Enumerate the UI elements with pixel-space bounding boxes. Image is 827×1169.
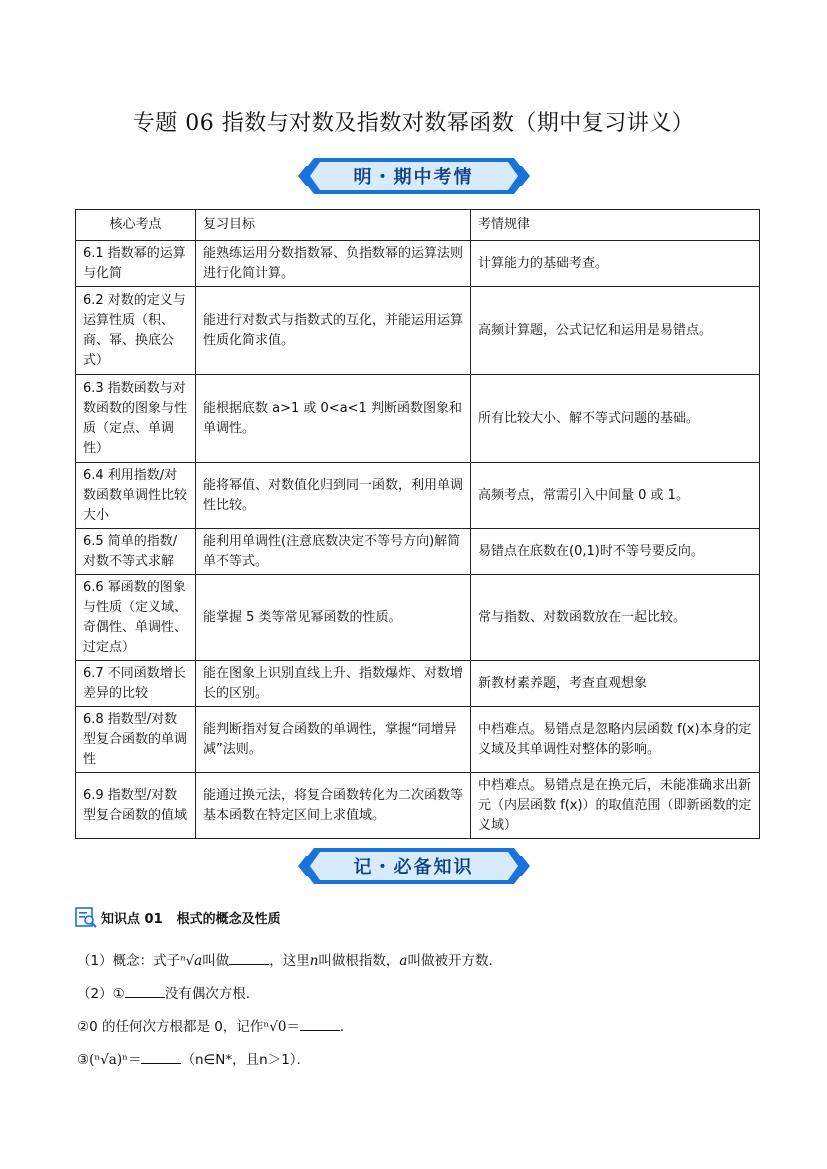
property-line-1 (77, 982, 259, 1002)
knowledge-point-heading (75, 906, 281, 928)
table-cell: 高频考点，常需引入中间量 0 或 1。 (471, 463, 760, 529)
radical-expression: ⁿ√a (180, 953, 203, 969)
header-core-point: 核心考点 (76, 210, 196, 241)
text: 叫做被开方数． (407, 953, 502, 969)
table-cell: 常与指数、对数函数放在一起比较。 (471, 575, 760, 661)
table-cell: 能利用单调性(注意底数决定不等号方向)解简单不等式。 (196, 529, 471, 575)
concept-line (77, 949, 502, 969)
banner-exam-situation (298, 154, 530, 198)
table-row (76, 529, 760, 575)
variable-n: n (309, 953, 319, 969)
banner-label: 明・期中考情 (353, 167, 474, 188)
text: 没有偶次方根． (164, 986, 260, 1002)
table-cell: 能通过换元法，将复合函数转化为二次函数等基本函数在特定区间上求值域。 (196, 773, 471, 839)
table-row (76, 463, 760, 529)
table-row (76, 773, 760, 839)
exam-table (75, 209, 760, 839)
text: （n∈N*，且n＞1）． (181, 1052, 311, 1068)
table-cell: 6.6 幂函数的图象与性质（定义域、奇偶性、单调性、过定点） (76, 575, 196, 661)
table-cell: 6.8 指数型/对数型复合函数的单调性 (76, 707, 196, 773)
banner-label: 记・必备知识 (353, 857, 474, 878)
table-cell: 能熟练运用分数指数幂、负指数幂的运算法则进行化简计算。 (196, 241, 471, 287)
table-cell: 6.4 利用指数/对数函数单调性比较大小 (76, 463, 196, 529)
table-row (76, 375, 760, 463)
table-row (76, 575, 760, 661)
table-cell: 能进行对数式与指数式的互化，并能运用运算性质化简求值。 (196, 287, 471, 375)
header-exam-pattern: 考情规律 (471, 210, 760, 241)
table-cell: 能判断指对复合函数的单调性，掌握“同增异减”法则。 (196, 707, 471, 773)
knowledge-point-number: 知识点 01 (101, 911, 163, 927)
table-cell: 易错点在底数在(0,1)时不等号要反向。 (471, 529, 760, 575)
text: （2）① (77, 986, 125, 1002)
text: 叫做 (202, 953, 230, 969)
table-cell: 6.1 指数幂的运算与化简 (76, 241, 196, 287)
knowledge-book-icon (75, 906, 97, 928)
table-row (76, 707, 760, 773)
table-cell: 所有比较大小、解不等式问题的基础。 (471, 375, 760, 463)
text: ③(ⁿ√a)ⁿ＝ (77, 1052, 142, 1068)
header-review-goal: 复习目标 (196, 210, 471, 241)
answer-blank (141, 1049, 181, 1064)
property-line-3 (77, 1048, 310, 1068)
table-row (76, 287, 760, 375)
table-cell: 中档难点。易错点是忽略内层函数 f(x)本身的定义域及其单调性对整体的影响。 (471, 707, 760, 773)
table-cell: 6.3 指数函数与对数函数的图象与性质（定点、单调性） (76, 375, 196, 463)
table-cell: 中档难点。易错点是在换元后，未能准确求出新元（内层函数 f(x)）的取值范围（即新函数的定义域） (471, 773, 760, 839)
banner-essential-knowledge (298, 844, 530, 888)
answer-blank (300, 1016, 340, 1031)
table-cell: 能将幂值、对数值化归到同一函数，利用单调性比较。 (196, 463, 471, 529)
table-cell: 计算能力的基础考查。 (471, 241, 760, 287)
answer-blank (229, 950, 269, 965)
table-cell: 能掌握 5 类等常见幂函数的性质。 (196, 575, 471, 661)
text: ，这里 (269, 953, 310, 969)
variable-a: a (399, 953, 408, 969)
knowledge-point-title: 根式的概念及性质 (176, 911, 281, 927)
table-row (76, 661, 760, 707)
table-row (76, 241, 760, 287)
text: 叫做根指数， (318, 953, 400, 969)
text: ②0 的任何次方根都是 0，记作 (77, 1019, 264, 1035)
radical-expression: ⁿ√0 (263, 1019, 287, 1035)
table-header-row (76, 210, 760, 241)
text: （1）概念：式子 (77, 953, 181, 969)
text: ． (339, 1019, 354, 1035)
property-line-2 (77, 1015, 353, 1035)
table-cell: 高频计算题，公式记忆和运用是易错点。 (471, 287, 760, 375)
table-cell: 6.5 简单的指数/对数不等式求解 (76, 529, 196, 575)
table-cell: 新教材素养题，考查直观想象 (471, 661, 760, 707)
table-cell: 6.7 不同函数增长差异的比较 (76, 661, 196, 707)
table-cell: 6.2 对数的定义与运算性质（积、商、幂、换底公式） (76, 287, 196, 375)
page-title: 专题 06 指数与对数及指数对数幂函数（期中复习讲义） (132, 111, 695, 136)
answer-blank (125, 983, 165, 998)
table-cell: 能根据底数 a>1 或 0<a<1 判断函数图象和单调性。 (196, 375, 471, 463)
table-cell: 6.9 指数型/对数型复合函数的值域 (76, 773, 196, 839)
table-cell: 能在图象上识别直线上升、指数爆炸、对数增长的区别。 (196, 661, 471, 707)
text: ＝ (286, 1019, 300, 1035)
